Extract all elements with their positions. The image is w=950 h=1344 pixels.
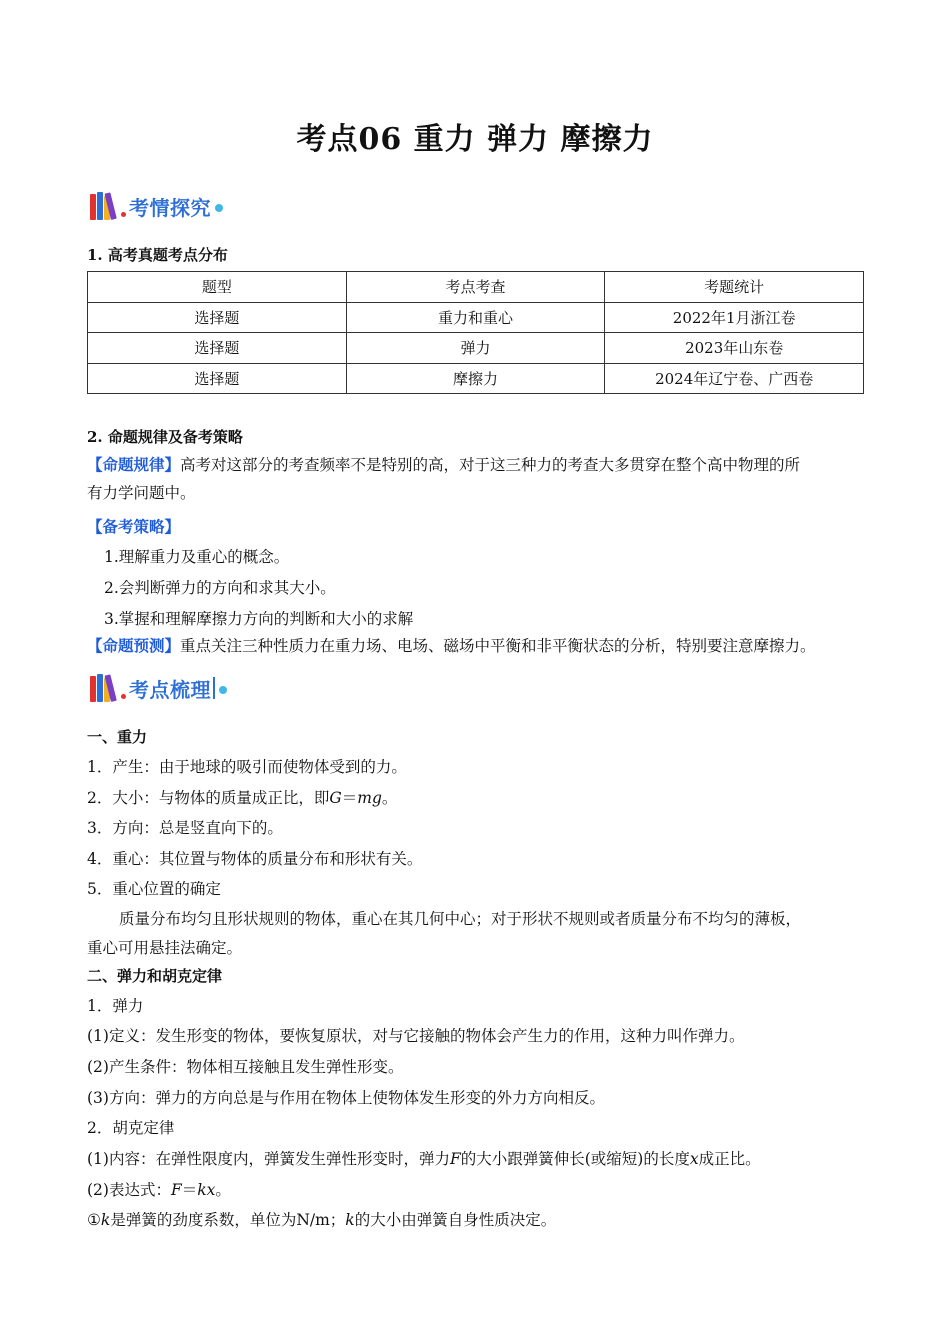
table-header-row xyxy=(88,272,864,303)
heading-gravity: 一、重力 xyxy=(87,728,148,746)
text-span: 。 xyxy=(381,789,398,807)
gravity-item: 3．方向：总是竖直向下的。 xyxy=(87,819,283,837)
table-cell: 摩擦力 xyxy=(346,363,605,394)
table-header-cell: 考点考查 xyxy=(346,272,605,303)
text-span: (1)内容：在弹性限度内，弹簧发生弹性形变时，弹力 xyxy=(87,1150,450,1168)
section-banner-knowledge-points xyxy=(90,670,227,706)
page-title: 考点06 重力 弹力 摩擦力 xyxy=(296,122,654,157)
table-row xyxy=(88,363,864,394)
formula-var: k xyxy=(345,1211,355,1229)
table-header-cell: 题型 xyxy=(88,272,347,303)
rule-text: 高考对这部分的考查频率不是特别的高，对于这三种力的考查大多贯穿在整个高中物理的所 xyxy=(180,456,801,474)
gravity-item: 1．产生：由于地球的吸引而使物体受到的力。 xyxy=(87,758,407,776)
text-span: ＝ xyxy=(181,1181,198,1199)
hooke-item xyxy=(87,1147,761,1169)
formula-var: F xyxy=(449,1150,461,1168)
formula-var: G xyxy=(329,789,342,807)
elastic-item: (2)产生条件：物体相互接触且发生弹性形变。 xyxy=(87,1058,404,1076)
text-span: (2)表达式： xyxy=(87,1181,171,1199)
table-cell: 2023年山东卷 xyxy=(605,333,864,364)
table-cell: 弹力 xyxy=(346,333,605,364)
text-span: 成正比。 xyxy=(698,1150,761,1168)
table-row xyxy=(88,302,864,333)
text-span: 是弹簧的劲度系数，单位为N/m； xyxy=(110,1211,346,1229)
strategy-item: 2.会判断弹力的方向和求其大小。 xyxy=(104,579,336,597)
books-icon xyxy=(90,674,118,702)
dot-icon xyxy=(121,212,126,217)
dot-icon xyxy=(121,694,126,699)
rule-text-continued: 有力学问题中。 xyxy=(87,484,196,502)
strategy-item: 1.理解重力及重心的概念。 xyxy=(104,548,290,566)
banner-label: 考情探究 xyxy=(129,195,211,220)
heading-elastic-force: 二、弹力和胡克定律 xyxy=(87,967,223,985)
text-span: 的大小由弹簧自身性质决定。 xyxy=(354,1211,557,1229)
table-cell: 2024年辽宁卷、广西卷 xyxy=(605,363,864,394)
formula-var: kx xyxy=(197,1181,216,1199)
formula-var: mg xyxy=(357,789,382,807)
gravity-item xyxy=(87,786,397,808)
text-span: 。 xyxy=(215,1181,231,1199)
table-cell: 选择题 xyxy=(88,363,347,394)
rule-paragraph xyxy=(87,457,800,474)
table-row xyxy=(88,333,864,364)
table-cell: 2022年1月浙江卷 xyxy=(605,302,864,333)
exam-distribution-table xyxy=(87,271,864,394)
text-span: 2．大小：与物体的质量成正比，即 xyxy=(87,789,330,807)
text-span: 的大小跟弹簧伸长(或缩短)的长度 xyxy=(460,1150,690,1168)
formula-var: F xyxy=(170,1181,182,1199)
section-banner-exam-analysis xyxy=(90,188,223,224)
dot-icon xyxy=(215,204,223,212)
hooke-item xyxy=(87,1208,556,1230)
elastic-item: (1)定义：发生形变的物体，要恢复原状，对与它接触的物体会产生力的作用，这种力叫作弹力。 xyxy=(87,1027,745,1045)
text-cursor-icon xyxy=(213,677,215,699)
table-cell: 选择题 xyxy=(88,333,347,364)
gravity-paragraph: 质量分布均匀且形状规则的物体，重心在其几何中心；对于形状不规则或者质量分布不均匀的薄板， xyxy=(119,910,802,928)
gravity-item: 5．重心位置的确定 xyxy=(87,880,221,898)
table-cell: 重力和重心 xyxy=(346,302,605,333)
strategy-item: 3.掌握和理解摩擦力方向的判断和大小的求解 xyxy=(104,610,414,628)
table-header-cell: 考题统计 xyxy=(605,272,864,303)
hooke-item xyxy=(87,1178,231,1200)
forecast-tag: 【命题预测】 xyxy=(87,636,181,655)
dot-icon xyxy=(219,686,227,694)
gravity-paragraph-continued: 重心可用悬挂法确定。 xyxy=(87,939,243,957)
forecast-text: 重点关注三种性质力在重力场、电场、磁场中平衡和非平衡状态的分析，特别要注意摩擦力。 xyxy=(180,637,816,655)
text-span: ① xyxy=(87,1211,101,1229)
formula-var: x xyxy=(689,1150,699,1168)
banner-label: 考点梳理 xyxy=(129,677,211,702)
text-span: ＝ xyxy=(341,789,358,807)
hooke-heading: 2．胡克定律 xyxy=(87,1119,175,1137)
section-heading-exam-distribution: 1. 高考真题考点分布 xyxy=(87,246,228,264)
table-cell: 选择题 xyxy=(88,302,347,333)
gravity-item: 4．重心：其位置与物体的质量分布和形状有关。 xyxy=(87,850,423,868)
rule-tag: 【命题规律】 xyxy=(87,455,181,474)
forecast-paragraph xyxy=(87,638,816,655)
books-icon xyxy=(90,192,118,220)
strategy-tag: 【备考策略】 xyxy=(87,517,181,536)
elastic-item: (3)方向：弹力的方向总是与作用在物体上使物体发生形变的外力方向相反。 xyxy=(87,1089,605,1107)
section-heading-strategy: 2. 命题规律及备考策略 xyxy=(87,428,243,446)
elastic-item: 1．弹力 xyxy=(87,997,144,1015)
formula-var: k xyxy=(100,1211,111,1229)
